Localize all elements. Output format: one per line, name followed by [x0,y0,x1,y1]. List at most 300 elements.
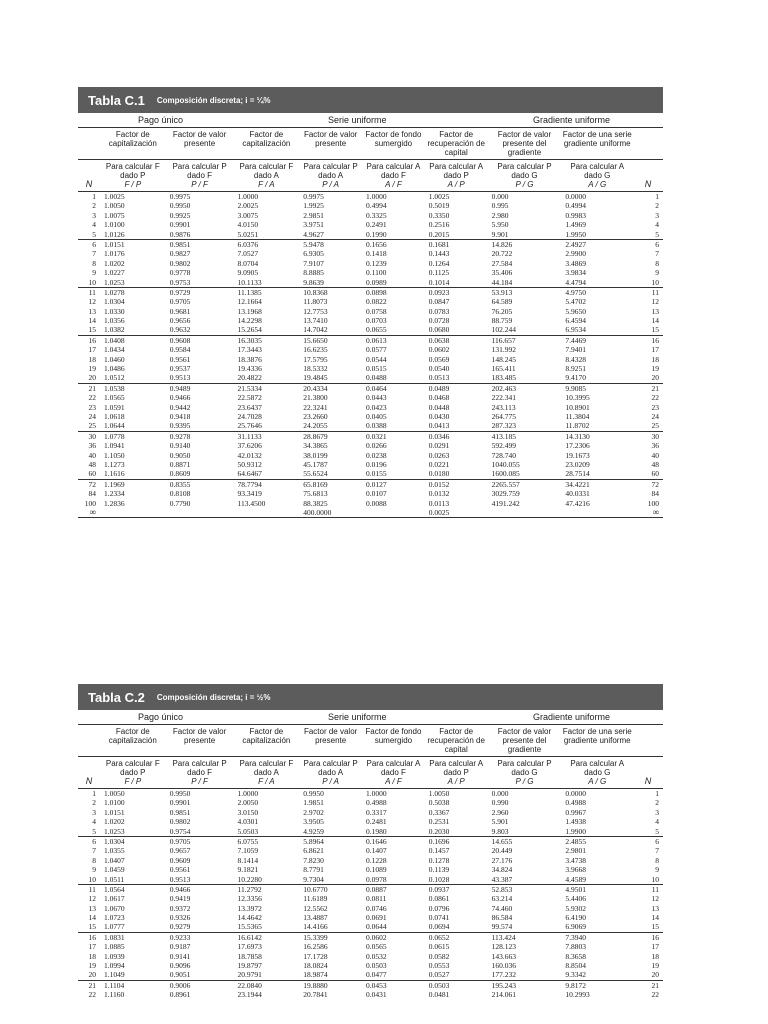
factor-value: 0.0453 [366,980,387,990]
factor-value: 0.0430 [428,411,450,421]
factor-value: 28.8679 [303,431,328,441]
factor-value: 0.0152 [428,479,450,489]
factor-value: 0.9851 [169,239,191,249]
table-row [78,384,663,393]
factor-value: 0.0423 [366,402,387,412]
factor-value: 1.0304 [103,297,125,307]
factor-value: 0.9372 [169,903,191,913]
period-n: 18 [88,951,96,961]
period-n: 5 [655,826,659,836]
factor-value: 23.2660 [303,411,328,421]
factor-value: 1.0459 [103,865,125,875]
factor-symbol: P / F [191,180,208,189]
factor-value: 1.0000 [366,789,387,798]
factor-value: 0.0644 [366,922,387,932]
factor-symbol: P / F [191,777,208,786]
factor-value: 99.574 [491,922,513,932]
factor-value: 1.0100 [103,220,125,230]
factor-value: 20.722 [491,249,513,259]
factor-value: 7.1059 [237,846,259,856]
factor-value: 0.9096 [169,961,191,971]
factor-value: 0.0263 [428,450,450,460]
factor-value: 44.184 [491,277,513,287]
factor-value: 0.3367 [428,807,450,817]
factor-value: 0.0582 [428,951,450,961]
factor-value: 0.1228 [366,855,387,865]
factor-value: 0.0132 [428,489,450,499]
period-n: 9 [655,865,659,875]
period-n: 19 [651,364,659,374]
period-n: 19 [651,961,659,971]
factor-value: 1.0000 [366,192,387,201]
table-row [78,865,663,874]
factor-value [488,508,562,517]
factor-value: 1.0617 [103,894,125,904]
period-n: 3 [92,210,96,220]
factor-value: 0.0861 [428,894,450,904]
table-row [78,961,663,970]
table-row [78,913,663,922]
factor-value: 4191.242 [491,498,520,508]
factor-value: 16.2586 [303,942,328,952]
factor-value: 11.1385 [237,287,262,297]
table-row [78,933,663,942]
factor-value: 0.0503 [366,961,387,971]
period-n: 22 [88,393,96,403]
factor-symbol: P / G [515,777,534,786]
factor-value: 1.0407 [103,855,125,865]
factor-value: 65.8169 [303,479,328,489]
period-n: 1 [655,789,659,798]
factor-value: 0.0577 [366,345,387,355]
factor-value: 0.9983 [565,210,586,220]
factor-value: 3.9834 [565,268,586,278]
n-header-right: N [644,776,652,786]
period-n: 24 [651,411,659,421]
factor-value: 0.9754 [169,826,191,836]
table-row [78,808,663,817]
factor-value: 2.9851 [303,210,324,220]
table-subtitle: Composición discreta; i = ½% [156,692,271,702]
table-row [78,480,663,489]
period-n: 16 [651,335,659,345]
period-n: 40 [651,450,659,460]
factor-value: 27.176 [491,855,513,865]
factor-value: 9.1821 [237,865,259,875]
period-n: 23 [88,402,96,412]
factor-value: 0.9187 [169,942,191,952]
factor-value: 0.9827 [169,249,191,259]
factor-description: Factor de valor presente [303,130,358,148]
factor-symbol: A / G [588,777,607,786]
factor-symbol: P / G [515,180,534,189]
factor-value: 0.2516 [428,220,450,230]
factor-value: 0.1980 [366,826,387,836]
period-n: 36 [651,441,659,451]
factor-value: 15.3399 [303,932,328,942]
factor-value: 1.0644 [103,421,125,431]
factor-value: 116.657 [491,335,516,345]
factor-value: 0.1014 [428,277,450,287]
factor-value: 0.0544 [366,354,387,364]
period-n: 9 [92,865,96,875]
factor-value: 0.8108 [169,489,191,499]
factor-value: 0.9608 [169,335,191,345]
factor-value: 1.0618 [103,411,125,421]
factor-calc-header [488,759,562,786]
period-n: 20 [88,373,96,383]
table-row [78,942,663,951]
factor-value: 9.8639 [303,277,324,287]
table-row [78,489,663,498]
factor-value: 1.0356 [103,316,125,326]
table-row [78,856,663,865]
factor-value: 1.0253 [103,826,125,836]
factor-value: 18.7858 [237,951,262,961]
table-row [78,952,663,961]
factor-value: 400.0000 [303,507,332,517]
factor-value: 243.113 [491,402,516,412]
factor-value: 19.8797 [237,961,262,971]
factor-value: 10.6770 [303,884,328,894]
factor-value: 6.4594 [565,316,586,326]
factor-value: 0.0680 [428,325,450,335]
factor-value: 148.245 [491,354,516,364]
factor-value: 1.0538 [103,383,125,393]
factor-value: 86.584 [491,913,513,923]
factor-value: 34.4221 [565,479,590,489]
factor-value: 0.0477 [366,970,387,980]
factor-value: 0.9950 [169,201,191,211]
factor-value: 0.9051 [169,970,191,980]
factor-description: Factor de valor presente del gradiente [497,130,552,157]
table-row [78,373,663,383]
factor-value: 6.4190 [565,913,586,923]
table-row [78,288,663,297]
factor-value: 8.0704 [237,258,259,268]
period-n: 19 [88,961,96,971]
factor-value: 0.9050 [169,450,191,460]
factor-value: 0.9705 [169,836,191,846]
factor-value: 0.9279 [169,922,191,932]
factor-value: 0.0898 [366,287,387,297]
factor-value: 43.387 [491,874,513,884]
factor-value: 53.913 [491,287,513,297]
factor-calc-header [362,759,425,786]
period-n: 72 [88,479,96,489]
factor-value: 0.8355 [169,479,191,489]
table-row [78,336,663,345]
period-n: 48 [88,459,96,469]
period-n: 14 [651,913,659,923]
factor-value: 0.0127 [366,479,387,489]
factor-value: 19.8880 [303,980,328,990]
factor-symbol: F / P [124,777,142,786]
factor-value: 20.4334 [303,383,328,393]
table-row [78,278,663,288]
factor-value: 0.9561 [169,354,191,364]
factor-value: 0.9876 [169,229,191,239]
factor-value: 7.8230 [303,855,324,865]
period-n: 10 [88,277,96,287]
factor-value: 34.824 [491,865,513,875]
factor-value: 11.6189 [303,894,328,904]
table-row [78,230,663,240]
period-n: 11 [88,287,96,297]
factor-value: 0.0703 [366,316,387,326]
factor-value [561,508,633,517]
factor-value: 25.7646 [237,421,262,431]
factor-description: Factor de valor presente del gradiente [497,727,552,754]
factor-value: 42.0132 [237,450,262,460]
factor-value: 10.2993 [565,990,590,1000]
factor-value: 13.1968 [237,306,262,316]
group-serie-uniforme: Serie uniforme [328,115,387,125]
factor-value: 0.1139 [428,865,450,875]
period-n: 17 [651,942,659,952]
factor-value: 20.4822 [237,373,262,383]
table-row [78,325,663,335]
spacer [633,727,663,754]
table-row [78,421,663,431]
factor-value: 0.2531 [428,817,450,827]
factor-value: 0.9851 [169,807,191,817]
factor-value: 1.2334 [103,489,125,499]
factor-value: 1.0253 [103,277,125,287]
factor-value [362,508,425,517]
factor-value: 10.2280 [237,874,262,884]
factor-value: 131.992 [491,345,516,355]
factor-value: 14.655 [491,836,513,846]
factor-value: 1.0025 [428,192,450,201]
factor-value: 0.1278 [428,855,450,865]
table-row [78,240,663,249]
factor-value: 3.4738 [565,855,586,865]
table-row [78,970,663,980]
factor-value: 21.3800 [303,393,328,403]
factor-value: 64.589 [491,297,513,307]
factor-value: 1.0126 [103,229,125,239]
factor-value: 0.9950 [303,789,324,798]
factor-value: 0.000 [491,789,509,798]
group-gradiente-uniforme: Gradiente uniforme [533,115,611,125]
factor-value: 20.7841 [303,990,328,1000]
factor-value: 1.0382 [103,325,125,335]
factor-value: 8.8885 [303,268,324,278]
table-row [78,827,663,837]
factor-value: 1.0565 [103,393,125,403]
factor-calc-text: Para calcular F dado P [105,759,160,777]
factor-calc-text: Para calcular A dado G [570,759,625,777]
factor-value: 12.1664 [237,297,262,307]
table-row [78,441,663,450]
period-n: 6 [655,836,659,846]
table-body [78,192,663,518]
table-row [78,460,663,469]
factor-calc-text: Para calcular P dado F [172,162,227,180]
factor-description: Factor de una serie gradiente uniforme [562,727,632,745]
factor-value: 1.0885 [103,942,125,952]
factor-value: 11.8073 [303,297,328,307]
factor-value: 0.0431 [366,990,387,1000]
factor-calc-header [561,759,633,786]
factor-value: 2.4855 [565,836,586,846]
group-pago-unico: Pago único [138,115,184,125]
factor-value: 40.0331 [565,489,590,499]
factor-value: 0.0025 [428,507,450,517]
period-n: 16 [651,932,659,942]
period-n: 16 [88,932,96,942]
factor-value: 22.5872 [237,393,262,403]
factor-value: 0.0515 [366,364,387,374]
period-n: 12 [651,894,659,904]
factor-value: 1.9925 [303,201,324,211]
factor-value: 0.000 [491,192,509,201]
factor-value: 1.0434 [103,345,125,355]
period-n: 30 [88,431,96,441]
group-serie-uniforme: Serie uniforme [328,712,387,722]
factor-value: 0.0758 [366,306,387,316]
factor-value: 5.4702 [565,297,586,307]
factor-value: 7.3940 [565,932,586,942]
factor-value: 0.4994 [366,201,387,211]
factor-value: 14.826 [491,239,513,249]
factor-value: 413.185 [491,431,516,441]
factor-value: 0.9950 [169,789,191,798]
factor-value: 5.4406 [565,894,586,904]
factor-value: 1.9851 [303,798,324,808]
table-row [78,894,663,903]
factor-description: Factor de valor presente [303,727,358,745]
factor-description: Factor de capitalización [242,130,291,148]
factor-value: 27.584 [491,258,513,268]
factor-value: 6.9305 [303,249,324,259]
factor-value: 0.0468 [428,393,450,403]
factor-value: 264.775 [491,411,516,421]
factor-value: 1.0486 [103,364,125,374]
factor-value: 1.1273 [103,459,125,469]
table-row [78,220,663,229]
factor-value: 11.2792 [237,884,262,894]
period-n: 100 [647,498,659,508]
period-n: 21 [651,383,659,393]
factor-value: 16.6142 [237,932,262,942]
table-row [78,297,663,306]
factor-value: 0.0443 [366,393,387,403]
factor-value: 0.0796 [428,903,450,913]
factor-value: 1.1160 [103,990,125,1000]
factor-value: 0.9561 [169,865,191,875]
table-c2 [78,684,663,1000]
factor-value: 0.9006 [169,980,191,990]
period-n: 16 [88,335,96,345]
table-row [78,316,663,325]
factor-value: 0.9967 [565,807,586,817]
factor-value: 1.0151 [103,239,125,249]
factor-value: 1.0670 [103,903,125,913]
factor-value: 1.9950 [565,229,586,239]
factor-value: 9.803 [491,826,509,836]
factor-value: 0.990 [491,798,509,808]
factor-value: 22.0840 [237,980,262,990]
table-row [78,837,663,846]
factor-value: 28.7514 [565,469,590,479]
factor-value: 6.0755 [237,836,259,846]
spacer [78,130,100,157]
factor-value: 0.0532 [366,951,387,961]
factor-value: 0.2015 [428,229,450,239]
period-n: 8 [655,855,659,865]
period-n: 19 [88,364,96,374]
factor-value: 18.5332 [303,364,328,374]
period-n: 14 [88,913,96,923]
factor-value: 13.3972 [237,903,262,913]
period-n: 22 [88,990,96,1000]
factor-value: 183.485 [491,373,516,383]
factor-value: 0.3317 [366,807,387,817]
factor-description: Factor de fondo sumergido [365,130,422,148]
factor-value: 5.950 [491,220,509,230]
factor-value: 0.1696 [428,836,450,846]
factor-value: 14.4642 [237,913,262,923]
factor-value: 93.3419 [237,489,262,499]
factor-value: 1.0512 [103,373,125,383]
factor-value: 0.0527 [428,970,450,980]
factor-value: 0.9729 [169,287,191,297]
factor-value: 6.0376 [237,239,259,249]
period-n: 21 [651,980,659,990]
factor-value: 47.4216 [565,498,590,508]
factor-value: 63.214 [491,894,513,904]
factor-value: 16.3035 [237,335,262,345]
factor-value: 4.9259 [303,826,324,836]
factor-description: Factor de valor presente [172,727,227,745]
factor-value: 14.4166 [303,922,328,932]
spacer [633,130,663,157]
factor-calc-header [299,759,362,786]
factor-value: 113.4500 [237,498,266,508]
factor-value: 0.0783 [428,306,450,316]
factor-value: 1040.055 [491,459,520,469]
factor-value: 10.8901 [565,402,590,412]
period-n: 1 [655,192,659,201]
factor-value: 88.3825 [303,498,328,508]
factor-calc-text: Para calcular F dado A [239,759,294,777]
factor-value: 0.0602 [366,932,387,942]
factor-value: 0.9326 [169,913,191,923]
factor-value: 0.1457 [428,846,450,856]
factor-value: 8.3658 [565,951,586,961]
factor-symbol: A / F [385,180,402,189]
factor-calc-header [299,162,362,189]
factor-value: 0.0847 [428,297,450,307]
factor-value: 1.0100 [103,798,125,808]
period-n: 5 [92,229,96,239]
factor-value: 0.0655 [366,325,387,335]
factor-calc-header [425,759,488,786]
factor-calc-row [78,757,663,789]
factor-value: 0.9901 [169,220,191,230]
period-n: 3 [655,807,659,817]
period-n: 2 [655,201,659,211]
factor-calc-header [100,759,166,786]
factor-value: 0.0937 [428,884,450,894]
factor-value: 15.6650 [303,335,328,345]
period-n: 4 [92,220,96,230]
factor-value: 2.9801 [565,846,586,856]
period-n: 11 [651,287,659,297]
factor-value: 9.7304 [303,874,324,884]
